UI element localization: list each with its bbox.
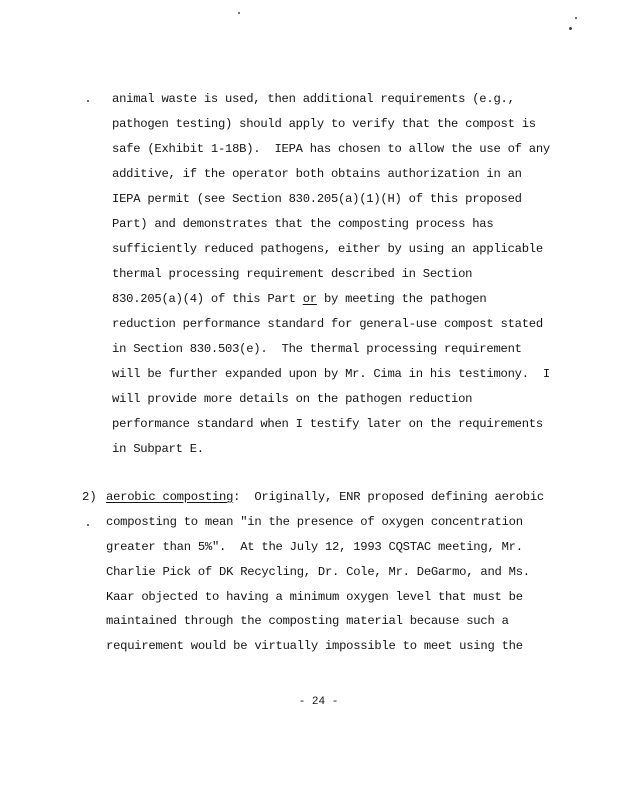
text-line: will be further expanded upon by Mr. Cima in his testimony. I xyxy=(112,367,550,381)
text-line: requirement would be virtually impossible to meet using the xyxy=(106,639,523,653)
text-line: greater than 5%". At the July 12, 1993 CQSTAC meeting, Mr. xyxy=(106,540,523,554)
text-line: will provide more details on the pathogen reduction xyxy=(112,392,473,406)
text-line: in Section 830.503(e). The thermal processing requirement xyxy=(112,342,522,356)
text-line: Charlie Pick of DK Recycling, Dr. Cole, Mr. DeGarmo, and Ms. xyxy=(106,565,530,579)
scan-speck xyxy=(238,12,240,14)
text-segment: 830.205(a)(4) of this Part xyxy=(112,292,303,306)
text-line xyxy=(106,490,544,504)
text-line: animal waste is used, then additional requirements (e.g., xyxy=(112,92,515,106)
text-line: Part) and demonstrates that the composting process has xyxy=(112,217,494,231)
item-number: 2) xyxy=(82,490,97,504)
scan-speck xyxy=(87,100,89,102)
text-line: safe (Exhibit 1-18B). IEPA has chosen to allow the use of any xyxy=(112,142,550,156)
text-line: reduction performance standard for general-use compost stated xyxy=(112,317,543,331)
scan-speck xyxy=(575,17,577,19)
text-segment: by meeting the pathogen xyxy=(316,292,487,306)
text-line: thermal processing requirement described in Section xyxy=(112,267,473,281)
text-line: composting to mean "in the presence of oxygen concentration xyxy=(106,515,523,529)
text-line: IEPA permit (see Section 830.205(a)(1)(H) of this proposed xyxy=(112,192,522,206)
text-segment: : Originally, ENR proposed defining aerobic xyxy=(233,490,544,504)
text-line: additive, if the operator both obtains authorization in an xyxy=(112,167,522,181)
page-number: - 24 - xyxy=(298,696,339,708)
text-line: performance standard when I testify later on the requirements xyxy=(112,417,543,431)
text-line xyxy=(112,292,486,306)
scan-speck xyxy=(569,27,572,30)
text-line: Kaar objected to having a minimum oxygen level that must be xyxy=(106,590,523,604)
scan-speck xyxy=(87,524,89,526)
defined-term: aerobic composting xyxy=(106,490,234,504)
text-line: sufficiently reduced pathogens, either by using an applicable xyxy=(112,242,543,256)
text-line: pathogen testing) should apply to verify that the compost is xyxy=(112,117,536,131)
text-line: maintained through the composting material because such a xyxy=(106,614,509,628)
text-line: in Subpart E. xyxy=(112,442,204,456)
underlined-or: or xyxy=(302,292,317,306)
